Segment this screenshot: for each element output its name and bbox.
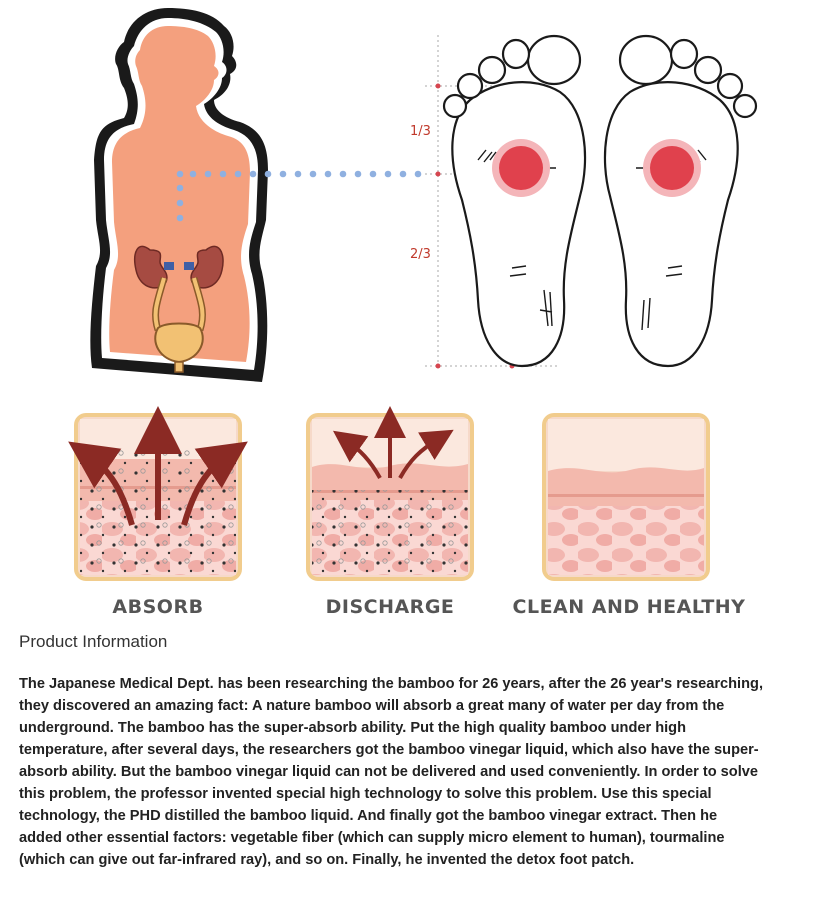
pressure-point-left-icon (492, 139, 550, 197)
ratio-label-top: 1/3 (410, 124, 431, 139)
step-label-discharge: DISCHARGE (325, 596, 455, 618)
clean-panel-icon (544, 415, 708, 579)
ratio-label-bottom: 2/3 (410, 247, 431, 262)
left-foot-icon (444, 36, 585, 366)
absorb-panel-icon (76, 415, 240, 579)
step-label-clean-and-healthy: CLEAN AND HEALTHY (512, 596, 746, 618)
step-label-absorb: ABSORB (112, 596, 204, 618)
discharge-panel-icon (308, 415, 472, 579)
product-info-heading: Product Information (19, 632, 168, 651)
product-info-body: The Japanese Medical Dept. has been researching the bamboo for 26 years, after the 26 year's researching, they discovered an amazing fact: A nature bamboo will absorb a great many of water per day from the underground. The bamboo has the super-absorb ability. Put the high quality bamboo under high temperature, after several days, the researchers got the bamboo vinegar liquid, which also have the super-absorb ability. But the bamboo vinegar liquid can not be delivered and used conveniently. In order to solve this problem, the professor invented special high technology to solve this problem. Use this special technology, the PHD distilled the bamboo liquid. And finally got the bamboo vinegar extract. Then he added other essential factors: vegetable fiber (which can supply micro element to human), tourmaline (which can give out far-infrared ray), and so on. Finally, he invented the detox foot patch. (19, 676, 763, 868)
right-foot-icon (605, 36, 756, 366)
pressure-point-right-icon (643, 139, 701, 197)
